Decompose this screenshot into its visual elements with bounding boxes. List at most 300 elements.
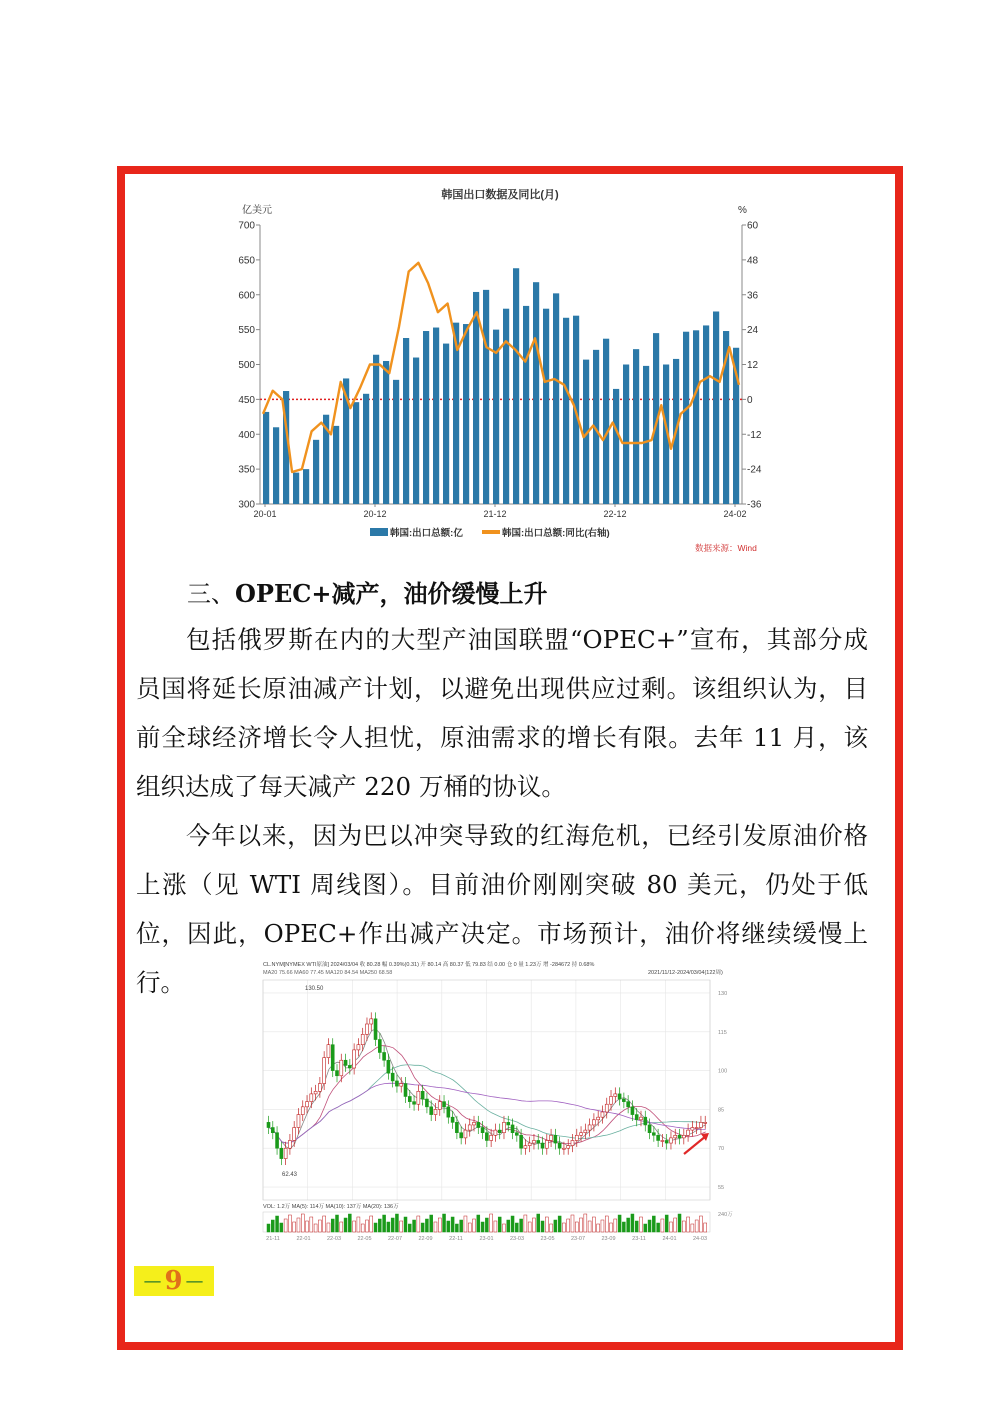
candle-body <box>687 1130 690 1135</box>
candle-body <box>618 1094 621 1099</box>
volume-bar <box>575 1222 578 1232</box>
left-tick-label: 600 <box>238 290 255 302</box>
candle-body <box>571 1140 574 1145</box>
volume-bar <box>614 1219 617 1232</box>
volume-bar <box>276 1216 279 1232</box>
moving-average-line <box>269 1065 706 1143</box>
bar <box>693 330 699 504</box>
volume-bar <box>550 1224 553 1232</box>
volume-bar <box>460 1220 463 1232</box>
candle-body <box>447 1107 450 1117</box>
volume-bar <box>601 1220 604 1232</box>
volume-bar <box>657 1223 660 1232</box>
candle-body <box>644 1117 647 1125</box>
date-tick-label: 23-07 <box>570 1236 586 1242</box>
bar <box>553 293 559 504</box>
left-tick-label: 550 <box>238 325 255 337</box>
volume-bar <box>464 1216 467 1232</box>
bar <box>713 311 719 504</box>
volume-bar <box>622 1222 625 1232</box>
candle-body <box>511 1125 514 1133</box>
date-tick-label: 23-05 <box>540 1236 555 1242</box>
left-tick-label: 650 <box>238 255 255 267</box>
bar <box>303 469 309 504</box>
page-dash-right: — <box>185 1270 205 1292</box>
volume-bar <box>554 1220 557 1232</box>
volume-bar <box>357 1217 360 1232</box>
legend-bar-label: 韩国:出口总额:亿 <box>390 528 463 539</box>
chart1-right-unit: % <box>738 205 747 216</box>
candle-body <box>674 1135 677 1138</box>
volume-bar <box>404 1217 407 1232</box>
candle-body <box>370 1019 373 1024</box>
date-tick-label: 22-01 <box>296 1236 311 1242</box>
bar <box>473 292 479 504</box>
candle-body <box>661 1140 664 1141</box>
candle-body <box>532 1140 535 1143</box>
volume-bar <box>588 1221 591 1232</box>
date-tick-label: 21-11 <box>266 1236 280 1242</box>
candle-body <box>520 1135 523 1148</box>
chart1-left-unit: 亿美元 <box>242 205 272 216</box>
volume-bar <box>665 1215 668 1232</box>
candle-body <box>682 1135 685 1138</box>
volume-bar <box>678 1214 681 1232</box>
bar <box>393 380 399 504</box>
right-tick-label: 0 <box>747 394 753 406</box>
date-tick-label: 24-01 <box>662 1236 677 1242</box>
volume-bar <box>438 1218 441 1232</box>
volume-bar <box>378 1219 381 1232</box>
candle-body <box>567 1146 570 1149</box>
bar <box>613 389 619 504</box>
volume-bar <box>648 1220 651 1232</box>
candle-body <box>541 1143 544 1148</box>
price-tick-label: 130 <box>718 990 728 997</box>
candle-body <box>353 1050 356 1068</box>
date-tick-label: 23-03 <box>509 1236 525 1242</box>
price-tick-label: 70 <box>718 1146 725 1153</box>
candle-body <box>537 1140 540 1143</box>
x-tick-label: 21-12 <box>483 509 507 519</box>
bar <box>353 402 359 504</box>
bar <box>533 282 539 504</box>
volume-bar <box>610 1223 613 1232</box>
candle-body <box>657 1135 660 1140</box>
heading-suffix: 减产，油价缓慢上升 <box>331 579 548 608</box>
bar <box>443 344 449 504</box>
chart1-source: 数据来源：Wind <box>695 543 757 553</box>
volume-bar <box>571 1215 574 1232</box>
bar <box>513 268 519 504</box>
date-tick-label: 22-11 <box>449 1236 463 1242</box>
candle-body <box>365 1024 368 1034</box>
candle-body <box>455 1122 458 1132</box>
bar <box>373 355 379 504</box>
candle-body <box>477 1122 480 1127</box>
bar <box>383 361 389 504</box>
x-tick-label: 22-12 <box>603 509 627 519</box>
candle-body <box>284 1148 287 1158</box>
candle-body <box>622 1099 625 1102</box>
page-number-value: 9 <box>164 1266 184 1296</box>
x-tick-label: 24-02 <box>723 509 747 519</box>
volume-bar <box>413 1220 416 1232</box>
candle-body <box>378 1040 381 1053</box>
bar <box>483 290 489 504</box>
volume-bar <box>704 1223 707 1232</box>
left-tick-label: 450 <box>238 394 255 406</box>
candle-body <box>524 1146 527 1149</box>
left-tick-label: 400 <box>238 429 255 441</box>
volume-bar <box>652 1216 655 1232</box>
wti-weekly-chart <box>260 958 736 1242</box>
candle-body <box>293 1128 296 1141</box>
volume-bar <box>455 1224 458 1232</box>
volume-bar <box>494 1221 497 1232</box>
volume-bar <box>524 1215 527 1232</box>
volume-bar <box>297 1218 300 1232</box>
candle-body <box>515 1133 518 1136</box>
legend-bar-swatch <box>370 528 388 536</box>
candle-body <box>413 1102 416 1105</box>
candle-body <box>327 1045 330 1058</box>
bar <box>633 349 639 504</box>
candle-body <box>614 1094 617 1097</box>
volume-bar <box>528 1222 531 1232</box>
bar <box>423 331 429 504</box>
candle-body <box>460 1133 463 1138</box>
chart2-header: CL.NYM[NYMEX WTI原油] 2024/03/04 收 80.28 幅 0.39%(0.31) 开 80.14 高 80.37 低 79.83 结 0.00 仓 0 量 1.23万 增 -284672 持 0.68% <box>263 962 595 968</box>
candle-body <box>498 1130 501 1133</box>
volume-bar <box>417 1216 420 1232</box>
candle-body <box>575 1135 578 1140</box>
volume-bar <box>344 1218 347 1232</box>
volume-bar <box>580 1218 583 1232</box>
candle-body <box>631 1107 634 1115</box>
date-tick-label: 22-09 <box>418 1236 433 1242</box>
candle-body <box>301 1107 304 1115</box>
candle-body <box>502 1122 505 1132</box>
candle-body <box>408 1096 411 1101</box>
volume-bar <box>532 1218 535 1232</box>
candle-body <box>306 1102 309 1107</box>
x-tick-label: 20-12 <box>363 509 387 519</box>
volume-bar <box>635 1221 638 1232</box>
volume-bar <box>331 1219 334 1232</box>
page-dash-left: — <box>143 1270 163 1292</box>
high-annotation: 130.50 <box>305 986 324 992</box>
volume-bar <box>639 1217 642 1232</box>
candle-body <box>550 1135 553 1140</box>
volume-bar <box>605 1216 608 1232</box>
volume-bar <box>661 1219 664 1232</box>
right-tick-label: -12 <box>747 429 762 441</box>
bar <box>333 426 339 504</box>
date-tick-label: 22-05 <box>357 1236 372 1242</box>
volume-bar <box>691 1224 694 1232</box>
volume-bar <box>421 1223 424 1232</box>
candle-body <box>344 1060 347 1065</box>
candle-body <box>635 1115 638 1120</box>
candle-body <box>391 1073 394 1081</box>
candle-body <box>691 1128 694 1131</box>
candle-body <box>580 1133 583 1136</box>
candle-body <box>639 1117 642 1120</box>
volume-tick: 240万 <box>718 1212 733 1218</box>
legend-line-swatch <box>482 530 500 534</box>
candle-body <box>669 1138 672 1143</box>
volume-bar <box>473 1219 476 1232</box>
volume-bar <box>284 1219 287 1232</box>
volume-bar <box>327 1223 330 1232</box>
right-tick-label: 24 <box>747 325 759 337</box>
candle-body <box>421 1091 424 1099</box>
candle-body <box>395 1081 398 1086</box>
candle-body <box>276 1133 279 1149</box>
volume-bar <box>301 1214 304 1232</box>
candle-body <box>434 1109 437 1114</box>
candle-body <box>404 1084 407 1097</box>
volume-bar <box>485 1218 488 1232</box>
volume-bar <box>490 1214 493 1232</box>
volume-bar <box>425 1219 428 1232</box>
volume-bar <box>567 1219 570 1232</box>
volume-bar <box>558 1216 561 1232</box>
bar <box>273 427 279 504</box>
volume-bar <box>383 1215 386 1232</box>
candle-body <box>383 1052 386 1060</box>
candle-body <box>318 1084 321 1092</box>
volume-bar <box>541 1221 544 1232</box>
volume-bar <box>545 1217 548 1232</box>
candle-body <box>348 1065 351 1068</box>
bar <box>623 365 629 505</box>
legend-line-label: 韩国:出口总额:同比(右轴) <box>502 528 610 539</box>
candle-body <box>438 1102 441 1110</box>
candle-body <box>695 1128 698 1129</box>
bar <box>293 473 299 504</box>
candle-body <box>451 1117 454 1122</box>
volume-bar <box>520 1219 523 1232</box>
candle-body <box>494 1130 497 1135</box>
candle-body <box>605 1104 608 1112</box>
bar <box>563 318 569 504</box>
section-heading <box>187 574 547 609</box>
volume-bar <box>310 1217 313 1232</box>
volume-bar <box>631 1214 634 1232</box>
bar <box>493 330 499 504</box>
bar <box>313 440 319 504</box>
chart1-legend <box>370 527 610 539</box>
volume-bar <box>318 1220 321 1232</box>
volume-label: VOL: 1.2万 MA(5): 114万 MA(10): 137万 MA(20): 136万 <box>263 1204 399 1210</box>
volume-bar <box>597 1224 600 1232</box>
candle-body <box>601 1112 604 1117</box>
price-tick-label: 55 <box>718 1185 725 1192</box>
candle-body <box>361 1034 364 1044</box>
candle-body <box>699 1122 702 1127</box>
volume-bar <box>687 1217 690 1232</box>
left-tick-label: 300 <box>238 499 255 511</box>
candle-body <box>336 1071 339 1076</box>
candle-body <box>597 1117 600 1120</box>
candle-body <box>417 1091 420 1104</box>
candle-body <box>280 1148 283 1158</box>
volume-bar <box>348 1214 351 1232</box>
volume-bar <box>699 1216 702 1232</box>
volume-bar <box>361 1224 364 1232</box>
price-tick-label: 85 <box>718 1107 725 1114</box>
candle-body <box>562 1148 565 1149</box>
candle-body <box>610 1096 613 1104</box>
price-tick-label: 100 <box>718 1068 728 1075</box>
volume-bar <box>391 1218 394 1232</box>
volume-bar <box>618 1215 621 1232</box>
bar <box>603 339 609 504</box>
candle-body <box>545 1140 548 1148</box>
bar <box>403 338 409 504</box>
candle-body <box>374 1019 377 1040</box>
candle-body <box>588 1125 591 1130</box>
candle-body <box>490 1135 493 1140</box>
volume-bar <box>502 1224 505 1232</box>
volume-bar <box>592 1217 595 1232</box>
candle-body <box>288 1140 291 1148</box>
volume-bar <box>387 1222 390 1232</box>
volume-bar <box>468 1223 471 1232</box>
volume-bar <box>447 1221 450 1232</box>
volume-bar <box>336 1215 339 1232</box>
volume-bar <box>477 1215 480 1232</box>
volume-bar <box>443 1214 446 1232</box>
bar <box>413 358 419 504</box>
candle-body <box>331 1045 334 1071</box>
candle-body <box>464 1130 467 1138</box>
volume-bar <box>288 1215 291 1232</box>
candle-body <box>267 1122 270 1127</box>
left-tick-label: 350 <box>238 464 255 476</box>
volume-bar <box>408 1224 411 1232</box>
paragraph-oil-price: 今年以来，因为巴以冲突导致的红海危机，已经引发原油价格上涨（见 WTI 周线图）。目前油价刚刚突破 80 美元，仍处于低位，因此，OPEC+作出减产决定。市场预计，油价将继续缓慢上行。 <box>136 821 868 997</box>
candle-body <box>443 1102 446 1107</box>
candle-body <box>425 1099 428 1107</box>
bar <box>263 412 269 504</box>
volume-bar <box>584 1214 587 1232</box>
candle-body <box>704 1122 707 1123</box>
volume-bar <box>293 1222 296 1232</box>
bar <box>363 394 369 504</box>
candle-body <box>323 1058 326 1084</box>
volume-bar <box>515 1223 518 1232</box>
volume-bar <box>395 1214 398 1232</box>
bar <box>433 328 439 504</box>
candle-body <box>314 1091 317 1094</box>
date-tick-label: 23-11 <box>632 1236 646 1242</box>
volume-bar <box>280 1223 283 1232</box>
volume-bar <box>481 1222 484 1232</box>
volume-bar <box>682 1221 685 1232</box>
left-tick-label: 500 <box>238 360 255 371</box>
candle-body <box>558 1143 561 1148</box>
low-annotation: 62.43 <box>282 1172 298 1178</box>
volume-bar <box>340 1222 343 1232</box>
candle-body <box>430 1107 433 1115</box>
volume-bar <box>562 1223 565 1232</box>
candle-body <box>648 1125 651 1133</box>
volume-bar <box>507 1220 510 1232</box>
candle-body <box>340 1060 343 1076</box>
volume-bar <box>271 1220 274 1232</box>
candle-body <box>665 1140 668 1143</box>
date-tick-label: 22-07 <box>387 1236 403 1242</box>
volume-bar <box>627 1218 630 1232</box>
bar <box>463 324 469 504</box>
volume-bar <box>374 1223 377 1232</box>
right-tick-label: -36 <box>747 499 762 511</box>
candle-body <box>627 1102 630 1107</box>
chart2-ma-legend: MA20 75.66 MA60 77.45 MA120 84.54 MA250 68.58 <box>263 970 393 976</box>
volume-bar <box>400 1221 403 1232</box>
bar <box>643 366 649 504</box>
heading-bold: OPEC+ <box>235 579 332 608</box>
candle-body <box>592 1120 595 1125</box>
candle-body <box>310 1094 313 1102</box>
bar <box>543 309 549 504</box>
chart1-title: 韩国出口数据及同比(月) <box>441 189 559 201</box>
volume-bar <box>644 1224 647 1232</box>
volume-bar <box>430 1215 433 1232</box>
volume-bar <box>498 1217 501 1232</box>
candle-body <box>481 1128 484 1133</box>
volume-bar <box>267 1224 270 1232</box>
candle-body <box>678 1135 681 1138</box>
volume-bar <box>306 1221 309 1232</box>
candle-body <box>528 1143 531 1146</box>
volume-bar <box>695 1220 698 1232</box>
volume-bar <box>353 1221 356 1232</box>
volume-bar <box>323 1216 326 1232</box>
candle-body <box>584 1130 587 1133</box>
candle-body <box>387 1060 390 1073</box>
bar <box>703 325 709 504</box>
volume-bar <box>537 1214 540 1232</box>
candle-body <box>271 1128 274 1133</box>
korea-export-chart <box>230 180 770 560</box>
x-tick-label: 20-01 <box>253 509 277 519</box>
heading-prefix: 三、 <box>187 580 235 608</box>
candle-body <box>357 1045 360 1050</box>
candle-body <box>400 1084 403 1087</box>
bar <box>683 332 689 504</box>
right-tick-label: 12 <box>747 360 759 371</box>
right-tick-label: 48 <box>747 255 759 267</box>
volume-bar <box>669 1222 672 1232</box>
bar <box>503 309 509 504</box>
chart2-range: 2021/11/12-2024/03/04(122周) <box>648 970 723 976</box>
bar <box>523 306 529 504</box>
candle-body <box>554 1135 557 1143</box>
trend-arrow <box>684 1136 706 1154</box>
volume-bar <box>365 1220 368 1232</box>
date-tick-label: 22-03 <box>326 1236 342 1242</box>
candle-body <box>473 1122 476 1125</box>
date-tick-label: 23-09 <box>601 1236 616 1242</box>
volume-bar <box>314 1224 317 1232</box>
right-tick-label: 36 <box>747 290 759 302</box>
date-tick-label: 24-03 <box>692 1236 708 1242</box>
page-number <box>134 1266 214 1296</box>
